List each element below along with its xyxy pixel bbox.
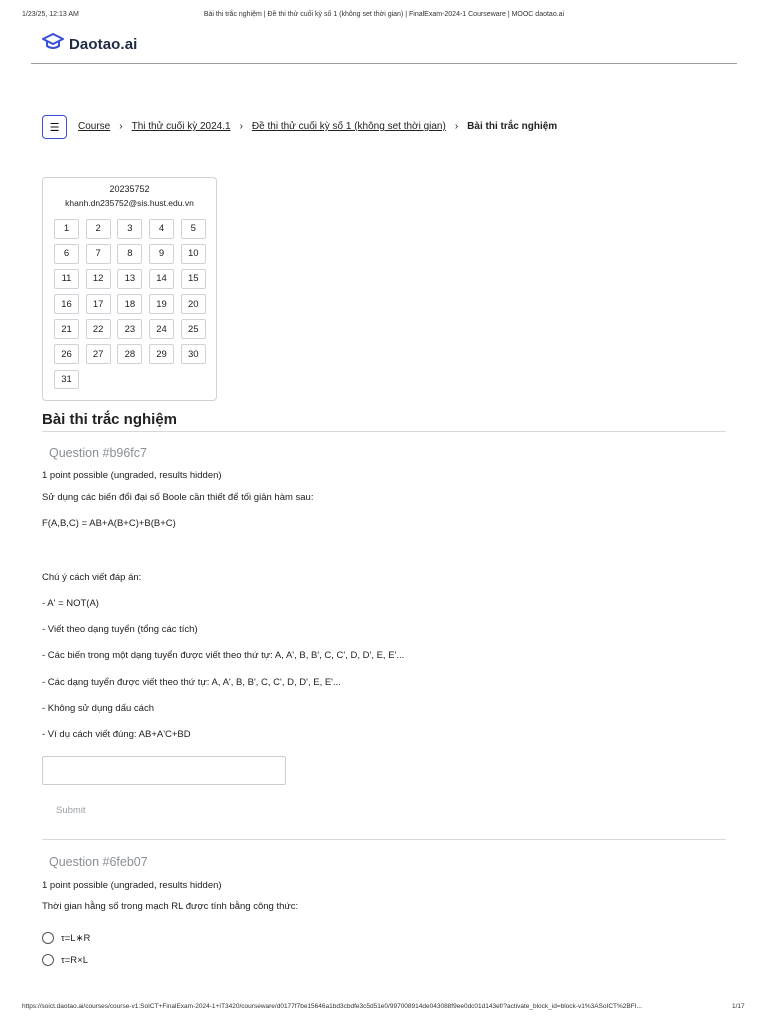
question-1-note: - Các dạng tuyển được viết theo thứ tự: A, A', B, B', C, C', D, D', E, E'... — [42, 677, 341, 688]
question-nav-button[interactable]: 5 — [181, 219, 206, 239]
question-nav-button[interactable]: 23 — [117, 319, 142, 339]
question-nav-button[interactable]: 14 — [149, 269, 174, 289]
hamburger-icon: ☰ — [49, 121, 60, 134]
student-id: 20235752 — [109, 184, 150, 194]
print-page-title: Bài thi trắc nghiệm | Đề thi thử cuối kỳ số 1 (không set thời gian) | FinalExam-2024-1 Courseware | MOOC daotao.ai — [203, 11, 565, 18]
graduation-cap-icon — [42, 33, 64, 56]
breadcrumb-current: Bài thi trắc nghiệm — [467, 121, 558, 132]
question-nav-button[interactable]: 27 — [86, 344, 111, 364]
question-1-formula: F(A,B,C) = AB+A(B+C)+B(B+C) — [42, 518, 176, 529]
print-timestamp: 1/23/25, 12:13 AM — [22, 11, 79, 18]
question-2-header: Question #6feb07 — [49, 855, 148, 869]
chevron-right-icon: › — [239, 121, 243, 132]
question-nav-button[interactable]: 31 — [54, 370, 79, 390]
question-1-note: - Không sử dụng dấu cách — [42, 703, 154, 714]
question-navigator — [42, 177, 217, 401]
question-1-note: - A' = NOT(A) — [42, 598, 99, 609]
question-1-answer-input[interactable] — [42, 756, 286, 785]
question-1-note: - Viết theo dạng tuyển (tổng các tích) — [42, 624, 198, 635]
radio-button[interactable] — [42, 932, 54, 944]
option-label: τ=R×L — [61, 954, 88, 966]
question-nav-button[interactable]: 25 — [181, 319, 206, 339]
question-1-prompt: Sử dụng các biến đổi đại số Boole cần thiết để tối giản hàm sau: — [42, 492, 314, 503]
question-nav-button[interactable]: 18 — [117, 294, 142, 314]
option-label: τ=L∗R — [61, 932, 91, 944]
question-nav-button[interactable]: 3 — [117, 219, 142, 239]
question-1-submit-button[interactable]: Submit — [56, 805, 86, 816]
student-email: khanh.dn235752@sis.hust.edu.vn — [65, 198, 194, 208]
print-footer-page: 1/17 — [732, 1003, 745, 1010]
question-nav-button[interactable]: 22 — [86, 319, 111, 339]
section-divider — [42, 431, 726, 432]
section-title: Bài thi trắc nghiệm — [42, 411, 178, 428]
question-nav-button[interactable]: 8 — [117, 244, 142, 264]
breadcrumb-subsection[interactable]: Đề thi thử cuối kỳ số 1 (không set thời gian) — [251, 121, 446, 132]
breadcrumb — [78, 121, 557, 132]
question-nav-button[interactable]: 10 — [181, 244, 206, 264]
question-nav-button[interactable]: 29 — [149, 344, 174, 364]
question-nav-button[interactable]: 7 — [86, 244, 111, 264]
question-nav-button[interactable]: 21 — [54, 319, 79, 339]
breadcrumb-course[interactable]: Course — [78, 121, 111, 132]
question-nav-button[interactable]: 13 — [117, 269, 142, 289]
question-nav-button[interactable]: 30 — [181, 344, 206, 364]
question-1-header: Question #b96fc7 — [49, 446, 147, 460]
chevron-right-icon: › — [119, 121, 123, 132]
question-2-points: 1 point possible (ungraded, results hidden) — [42, 880, 222, 891]
question-1-note-title: Chú ý cách viết đáp án: — [42, 572, 142, 583]
question-nav-button[interactable]: 28 — [117, 344, 142, 364]
question-1-note: - Ví dụ cách viết đúng: AB+A'C+BD — [42, 729, 191, 740]
question-nav-button[interactable]: 17 — [86, 294, 111, 314]
breadcrumb-section[interactable]: Thi thử cuối kỳ 2024.1 — [131, 121, 231, 132]
question-nav-button[interactable]: 6 — [54, 244, 79, 264]
logo-text: Daotao.ai — [69, 36, 138, 53]
question-2-prompt: Thời gian hằng số trong mạch RL được tính bằng công thức: — [42, 901, 299, 912]
question-1-note: - Các biến trong một dạng tuyển được viết theo thứ tự: A, A', B, B', C, C', D, D', E, E'... — [42, 650, 405, 661]
question-divider — [42, 839, 726, 840]
question-nav-button[interactable]: 9 — [149, 244, 174, 264]
question-nav-button[interactable]: 20 — [181, 294, 206, 314]
print-footer-url: https://soict.daotao.ai/courses/course-v1:SoICT+FinalExam-2024-1+IT3420/courseware/d0177f7be15646a1bd3cbdfe3c5d51e0/997008914de043088f9ee0dc01d143ef/?activate_block_id=block-v1%3ASoICT%2BFI... — [22, 1003, 642, 1010]
question-nav-button[interactable]: 19 — [149, 294, 174, 314]
course-menu-button[interactable] — [42, 115, 67, 139]
question-nav-button[interactable]: 11 — [54, 269, 79, 289]
question-1-points: 1 point possible (ungraded, results hidden) — [42, 470, 222, 481]
question-nav-button[interactable]: 4 — [149, 219, 174, 239]
question-nav-button[interactable]: 1 — [54, 219, 79, 239]
question-2-option-1[interactable] — [42, 932, 90, 944]
site-logo[interactable] — [42, 33, 137, 56]
question-nav-button[interactable]: 16 — [54, 294, 79, 314]
header-divider — [31, 63, 737, 64]
question-2-option-2[interactable] — [42, 954, 88, 966]
question-nav-button[interactable]: 12 — [86, 269, 111, 289]
question-nav-button[interactable]: 24 — [149, 319, 174, 339]
question-grid — [54, 219, 206, 389]
radio-button[interactable] — [42, 954, 54, 966]
question-nav-button[interactable]: 15 — [181, 269, 206, 289]
question-nav-button[interactable]: 26 — [54, 344, 79, 364]
question-nav-button[interactable]: 2 — [86, 219, 111, 239]
chevron-right-icon: › — [454, 121, 459, 132]
